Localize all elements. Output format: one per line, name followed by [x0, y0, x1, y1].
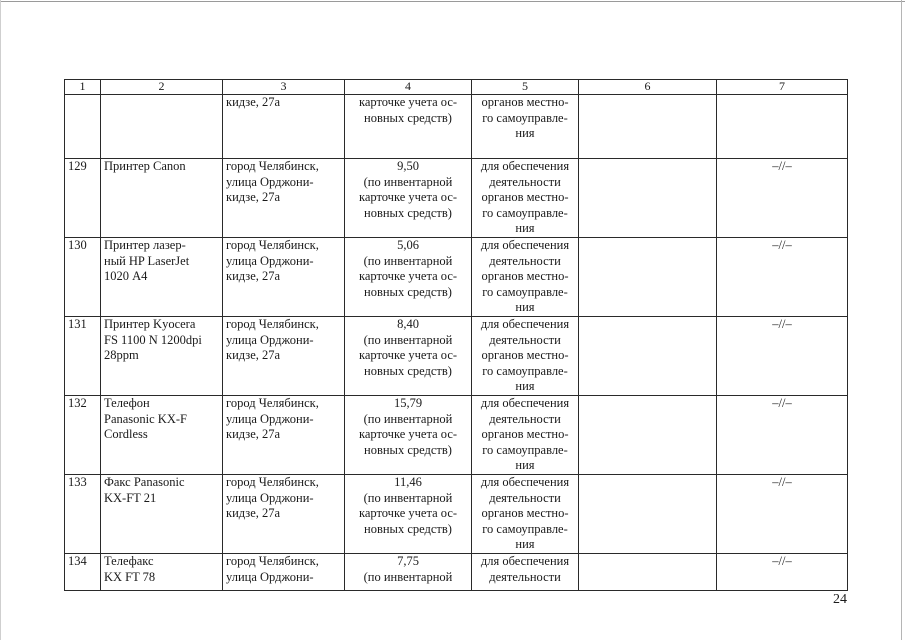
item-value — [345, 554, 472, 591]
item-name-line: KX FT 78 — [104, 569, 156, 584]
item-name-line: Принтер Kyocera — [104, 317, 196, 331]
item-col7: –//– — [717, 317, 848, 396]
item-purpose-line: деятельности — [489, 490, 561, 505]
item-purpose-line: для обеспечения — [480, 238, 570, 252]
item-address-line: город Челябинск, — [226, 475, 319, 489]
item-value-line: 5,06 — [397, 238, 419, 252]
item-purpose-line: го самоуправле- — [482, 205, 568, 220]
header-cell-7: 7 — [717, 80, 848, 95]
item-address — [223, 159, 345, 238]
item-value-line: 8,40 — [397, 317, 419, 331]
item-value-line: (по инвентарной — [363, 490, 453, 505]
item-col7: –//– — [717, 475, 848, 554]
item-value-line: 11,46 — [394, 475, 422, 489]
item-purpose-line: для обеспечения — [480, 317, 570, 331]
item-value-line: новных средств) — [364, 521, 452, 536]
item-purpose-line: для обеспечения — [480, 396, 570, 410]
item-name — [101, 238, 223, 317]
item-name — [101, 317, 223, 396]
item-purpose-line: деятельности — [489, 174, 561, 189]
item-purpose-line: ния — [515, 537, 535, 551]
item-address-line: кидзе, 27а — [226, 427, 281, 441]
table-row — [65, 554, 848, 591]
row-number: 131 — [65, 317, 101, 396]
item-address-line: кидзе, 27а — [226, 95, 281, 109]
item-name-line: KX-FT 21 — [104, 490, 157, 505]
item-value — [345, 159, 472, 238]
item-value-line: (по инвентарной — [363, 174, 453, 189]
item-col6 — [579, 475, 717, 554]
item-col6 — [579, 554, 717, 591]
item-address-line: город Челябинск, — [226, 159, 319, 173]
item-address-line: кидзе, 27а — [226, 190, 281, 204]
row-number: 130 — [65, 238, 101, 317]
item-purpose-line: органов местно- — [481, 269, 569, 283]
item-address-line: город Челябинск, — [226, 396, 319, 410]
item-purpose — [472, 475, 579, 554]
item-purpose-line: для обеспечения — [480, 159, 570, 173]
item-purpose-line: ния — [515, 379, 535, 393]
item-purpose-line: органов местно- — [481, 95, 569, 109]
item-name-line: Cordless — [104, 427, 148, 441]
item-value-line: карточке учета ос- — [358, 427, 458, 441]
item-address-line: улица Орджони- — [226, 411, 314, 426]
item-name — [101, 95, 223, 159]
row-number: 129 — [65, 159, 101, 238]
table-body — [65, 80, 848, 591]
item-value-line: (по инвентарной — [363, 253, 453, 268]
page-number: 24 — [833, 592, 847, 607]
table-row — [65, 95, 848, 159]
table-row — [65, 159, 848, 238]
item-col6 — [579, 95, 717, 159]
item-address-line: улица Орджони- — [226, 332, 314, 347]
item-address — [223, 396, 345, 475]
row-number — [65, 95, 101, 159]
item-address-line: улица Орджони- — [226, 569, 314, 584]
property-register-table — [64, 79, 848, 591]
item-col7: –//– — [717, 396, 848, 475]
row-number: 132 — [65, 396, 101, 475]
item-address-line: улица Орджони- — [226, 253, 314, 268]
item-value — [345, 396, 472, 475]
item-purpose-line: органов местно- — [481, 348, 569, 362]
item-value-line: новных средств) — [364, 205, 452, 220]
item-value-line: новных средств) — [364, 442, 452, 457]
header-cell-3: 3 — [223, 80, 345, 95]
item-name-line: Принтер Canon — [104, 159, 186, 173]
item-purpose-line: органов местно- — [481, 506, 569, 520]
item-name-line: Принтер лазер- — [104, 238, 186, 252]
item-value-line: новных средств) — [364, 284, 452, 299]
item-purpose-line: для обеспечения — [480, 475, 570, 489]
item-purpose-line: органов местно- — [481, 427, 569, 441]
item-purpose-line: ния — [515, 126, 535, 140]
table-row — [65, 475, 848, 554]
item-name — [101, 475, 223, 554]
table-row — [65, 238, 848, 317]
header-cell-6: 6 — [579, 80, 717, 95]
page-edge-left — [0, 0, 1, 640]
item-name — [101, 554, 223, 591]
item-value-line: (по инвентарной — [363, 411, 453, 426]
item-purpose-line: ния — [515, 221, 535, 235]
item-value — [345, 238, 472, 317]
page-edge-right — [901, 0, 902, 640]
item-purpose-line: деятельности — [489, 253, 561, 268]
item-purpose — [472, 159, 579, 238]
header-row — [65, 80, 848, 95]
item-purpose-line: го самоуправле- — [482, 521, 568, 536]
page-edge-top — [0, 1, 905, 2]
item-name-line: FS 1100 N 1200dpi — [104, 332, 202, 347]
item-purpose-line: го самоуправле- — [482, 110, 568, 125]
item-name-line: 28ppm — [104, 348, 139, 362]
item-name-line: Телефакс — [104, 554, 154, 568]
item-value-line: карточке учета ос- — [358, 348, 458, 362]
item-value-line: 9,50 — [397, 159, 419, 173]
item-address — [223, 95, 345, 159]
item-purpose-line: для обеспечения — [480, 554, 570, 568]
item-purpose — [472, 317, 579, 396]
item-value-line: карточке учета ос- — [358, 269, 458, 283]
item-address — [223, 554, 345, 591]
item-purpose-line: деятельности — [489, 569, 561, 584]
item-name — [101, 159, 223, 238]
header-cell-2: 2 — [101, 80, 223, 95]
item-value-line: карточке учета ос- — [358, 506, 458, 520]
item-name-line: Факс Panasonic — [104, 475, 185, 489]
item-purpose-line: органов местно- — [481, 190, 569, 204]
item-value — [345, 317, 472, 396]
item-address-line: улица Орджони- — [226, 174, 314, 189]
item-value — [345, 95, 472, 159]
item-col7 — [717, 95, 848, 159]
item-address — [223, 238, 345, 317]
item-purpose-line: го самоуправле- — [482, 284, 568, 299]
item-name-line: 1020 А4 — [104, 269, 148, 283]
item-purpose-line: деятельности — [489, 411, 561, 426]
item-col7: –//– — [717, 238, 848, 317]
item-address-line: город Челябинск, — [226, 317, 319, 331]
row-number: 134 — [65, 554, 101, 591]
item-col6 — [579, 238, 717, 317]
item-purpose-line: го самоуправле- — [482, 442, 568, 457]
item-purpose-line: деятельности — [489, 332, 561, 347]
item-address-line: кидзе, 27а — [226, 348, 281, 362]
header-cell-5: 5 — [472, 80, 579, 95]
item-value — [345, 475, 472, 554]
item-address-line: улица Орджони- — [226, 490, 314, 505]
item-col7: –//– — [717, 554, 848, 591]
item-purpose — [472, 554, 579, 591]
item-address — [223, 317, 345, 396]
item-name-line: ный HP LaserJet — [104, 253, 190, 268]
item-col6 — [579, 396, 717, 475]
item-value-line: 15,79 — [393, 396, 423, 410]
item-purpose-line: ния — [515, 458, 535, 472]
item-address-line: город Челябинск, — [226, 238, 319, 252]
item-name — [101, 396, 223, 475]
item-purpose — [472, 396, 579, 475]
item-value-line: новных средств) — [364, 110, 452, 125]
header-cell-4: 4 — [345, 80, 472, 95]
item-address — [223, 475, 345, 554]
item-value-line: 7,75 — [397, 554, 419, 568]
item-address-line: город Челябинск, — [226, 554, 319, 568]
row-number: 133 — [65, 475, 101, 554]
item-col6 — [579, 159, 717, 238]
item-value-line: (по инвентарной — [363, 332, 453, 347]
item-value-line: карточке учета ос- — [358, 190, 458, 204]
table-row — [65, 317, 848, 396]
item-address-line: кидзе, 27а — [226, 269, 281, 283]
item-col6 — [579, 317, 717, 396]
item-value-line: новных средств) — [364, 363, 452, 378]
table-row — [65, 396, 848, 475]
item-value-line: карточке учета ос- — [358, 95, 458, 109]
item-value-line: (по инвентарной — [363, 569, 453, 584]
item-purpose-line: го самоуправле- — [482, 363, 568, 378]
item-purpose-line: ния — [515, 300, 535, 314]
header-cell-1: 1 — [65, 80, 101, 95]
item-name-line: Телефон — [104, 396, 150, 410]
item-name-line: Panasonic KX-F — [104, 411, 187, 426]
item-col7: –//– — [717, 159, 848, 238]
item-address-line: кидзе, 27а — [226, 506, 281, 520]
item-purpose — [472, 238, 579, 317]
item-purpose — [472, 95, 579, 159]
